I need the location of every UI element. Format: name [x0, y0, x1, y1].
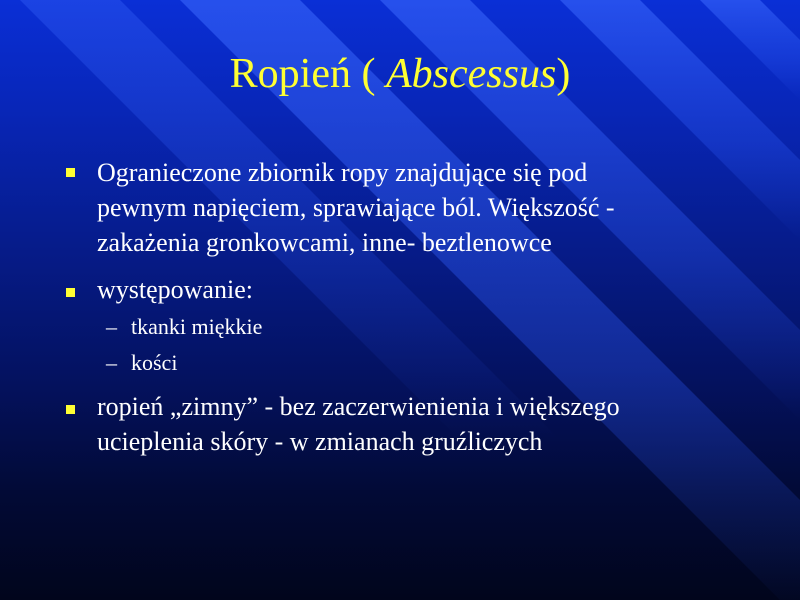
bullet-3-line-1: ropień „zimny” - bez zaczerwienienia i większego: [97, 392, 620, 421]
bullet-1-line-3: zakażenia gronkowcami, inne- beztlenowce: [97, 228, 552, 257]
title-end: ): [556, 51, 571, 97]
bullet-marker: [66, 168, 75, 177]
sub-bullet-marker: –: [106, 350, 117, 375]
bullet-item-2: [97, 272, 777, 307]
bullet-2-line-1: występowanie:: [97, 275, 253, 304]
sub-item-2: kości: [131, 350, 178, 375]
bullet-item-1: [97, 155, 777, 260]
bullet-1-line-2: pewnym napięciem, sprawiające ból. Większość -: [97, 193, 615, 222]
bullet-marker: [66, 288, 75, 297]
title-italic: Abscessus: [385, 51, 557, 97]
bullet-marker: [66, 405, 75, 414]
bullet-1-line-1: Ogranieczone zbiornik ropy znajdujące się pod: [97, 158, 588, 187]
sub-bullet-marker: –: [106, 314, 117, 339]
bullet-3-line-2: ucieplenia skóry - w zmianach gruźliczych: [97, 427, 543, 456]
title-main: Ropień (: [229, 51, 386, 97]
sub-item-1: tkanki miękkie: [131, 314, 263, 339]
bullet-item-3: [97, 389, 787, 459]
